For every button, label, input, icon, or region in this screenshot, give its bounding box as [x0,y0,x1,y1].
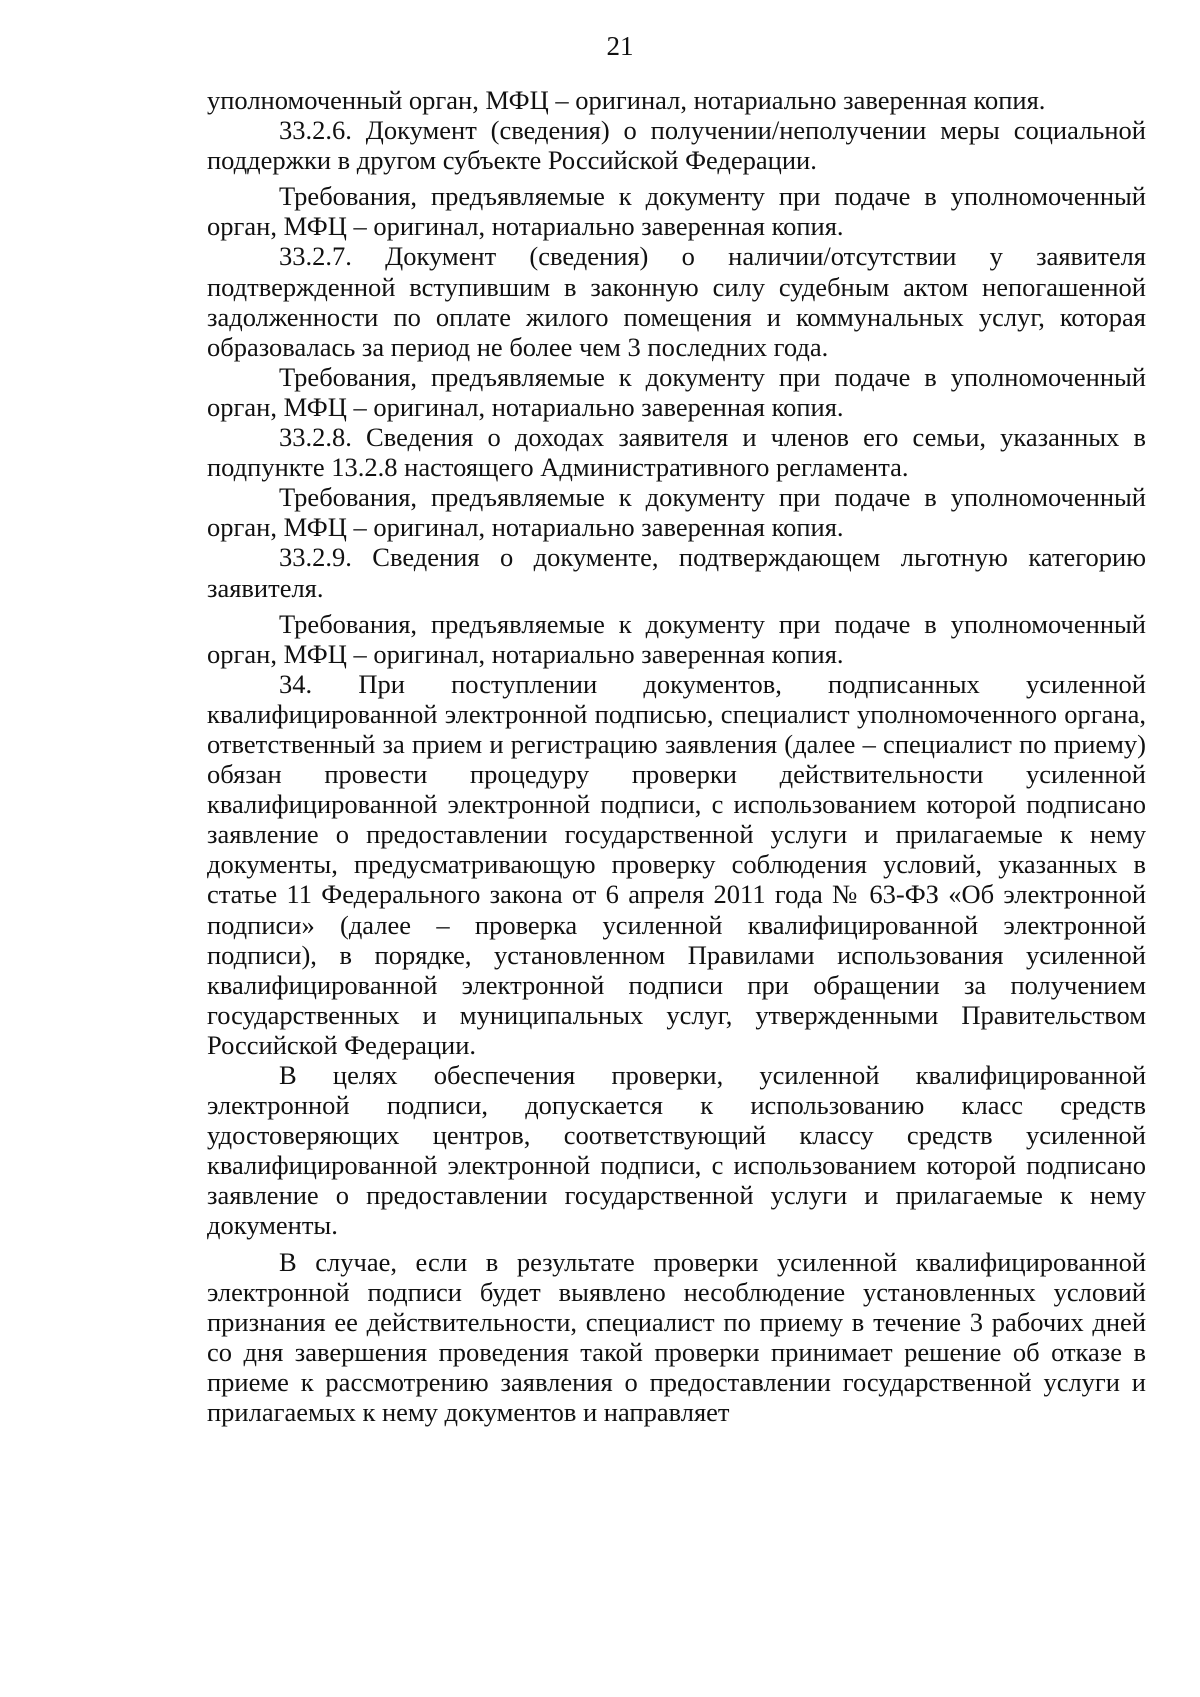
paragraph-requirements: Требования, предъявляемые к документу при подаче в уполномоченный орган, МФЦ – оригинал, нотариально заверенная копия. [207,482,1146,543]
paragraph-34: 34. При поступлении документов, подписанных усиленной квалифицированной электронной подписью, специалист уполномоченного органа, ответственный за прием и регистрацию заявления (далее – специалист по приему) обязан провести процедуру проверки действительности усиленной квалифицированной электронной подписи, с использованием которой подписано заявление о предоставлении государственной услуги и прилагаемые к нему документы, предусматривающую проверку соблюдения условий, указанных в статье 11 Федерального закона от 6 апреля 2011 года № 63-ФЗ «Об электронной подписи» (далее – проверка усиленной квалифицированной электронной подписи), в порядке, установленном Правилами использования усиленной квалифицированной электронной подписи при обращении за получением государственных и муниципальных услуг, утвержденными Правительством Российской Федерации. [207,668,1146,1060]
paragraph-verification-class: В целях обеспечения проверки, усиленной квалифицированной электронной подписи, допускается к использованию класс средств удостоверяющих центров, соответствующий классу средств усиленной квалифицированной электронной подписи, с использованием которой подписано заявление о предоставлении государственной услуги и прилагаемые к нему документы. [207,1060,1146,1241]
paragraph-33-2-9: 33.2.9. Сведения о документе, подтверждающем льготную категорию заявителя. [207,542,1146,603]
paragraph-continuation: уполномоченный орган, МФЦ – оригинал, нотариально заверенная копия. [207,85,1046,115]
page-number: 21 [606,31,634,61]
paragraph-verification-failure: В случае, если в результате проверки усиленной квалифицированной электронной подписи будет выявлено несоблюдение установленных условий признания ее действительности, специалист по приему в течение 3 рабочих дней со дня завершения проведения такой проверки принимает решение об отказе в приеме к рассмотрению заявления о предоставлении государственной услуги и прилагаемых к нему документов и направляет [207,1246,1146,1428]
paragraph-33-2-8: 33.2.8. Сведения о доходах заявителя и членов его семьи, указанных в подпункте 13.2.8 настоящего Административного регламента. [207,422,1146,483]
paragraph-33-2-6: 33.2.6. Документ (сведения) о получении/неполучении меры социальной поддержки в другом субъекте Российской Федерации. [207,115,1146,176]
paragraph-requirements: Требования, предъявляемые к документу при подаче в уполномоченный орган, МФЦ – оригинал, нотариально заверенная копия. [207,181,1146,242]
paragraph-requirements: Требования, предъявляемые к документу при подаче в уполномоченный орган, МФЦ – оригинал, нотариально заверенная копия. [207,608,1146,669]
paragraph-33-2-7: 33.2.7. Документ (сведения) о наличии/отсутствии у заявителя подтвержденной вступившим в законную силу судебным актом непогашенной задолженности по оплате жилого помещения и коммунальных услуг, которая образовалась за период не более чем 3 последних года. [207,241,1146,362]
paragraph-requirements: Требования, предъявляемые к документу при подаче в уполномоченный орган, МФЦ – оригинал, нотариально заверенная копия. [207,361,1146,422]
document-body [207,85,1146,1427]
